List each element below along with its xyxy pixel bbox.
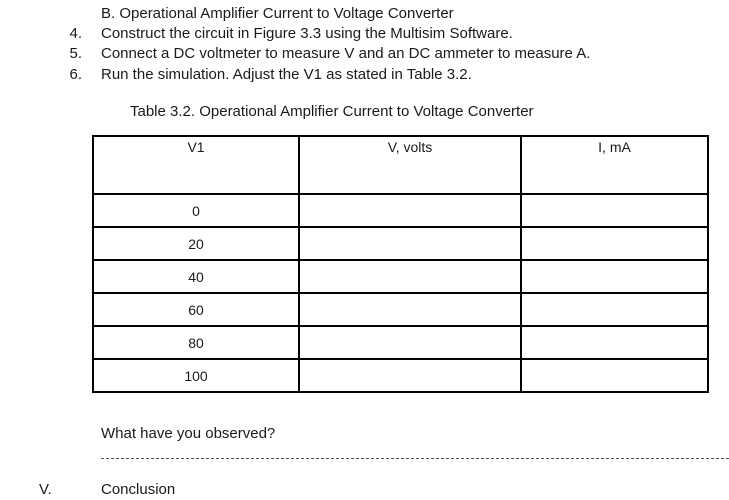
step-text: Run the simulation. Adjust the V1 as stated in Table 3.2. <box>101 66 472 83</box>
cell-v1: 80 <box>93 326 299 359</box>
table-caption: Table 3.2. Operational Amplifier Current to Voltage Converter <box>130 103 534 120</box>
measurement-table <box>92 135 709 393</box>
section-title: Conclusion <box>101 481 176 498</box>
cell-current[interactable] <box>521 326 708 359</box>
cell-current[interactable] <box>521 227 708 260</box>
column-header-current: I, mA <box>521 136 708 194</box>
table-row <box>93 260 708 293</box>
cell-current[interactable] <box>521 293 708 326</box>
cell-v1: 0 <box>93 194 299 227</box>
step-number: 6. <box>69 66 82 83</box>
cell-v1: 40 <box>93 260 299 293</box>
section-heading: B. Operational Amplifier Current to Voltage Converter <box>101 5 454 22</box>
table-row <box>93 227 708 260</box>
column-header-v1: V1 <box>93 136 299 194</box>
cell-current[interactable] <box>521 359 708 392</box>
cell-voltage[interactable] <box>299 227 521 260</box>
cell-voltage[interactable] <box>299 326 521 359</box>
table-header-row <box>93 136 708 194</box>
cell-v1: 100 <box>93 359 299 392</box>
cell-current[interactable] <box>521 260 708 293</box>
step-text: Connect a DC voltmeter to measure V and an DC ammeter to measure A. <box>101 45 591 62</box>
observation-question: What have you observed? <box>101 425 276 442</box>
cell-v1: 20 <box>93 227 299 260</box>
table-row <box>93 194 708 227</box>
step-number: 5. <box>69 45 82 62</box>
table-row <box>93 326 708 359</box>
cell-voltage[interactable] <box>299 194 521 227</box>
column-header-voltage: V, volts <box>299 136 521 194</box>
cell-voltage[interactable] <box>299 359 521 392</box>
step-number: 4. <box>69 25 82 42</box>
cell-v1: 60 <box>93 293 299 326</box>
table-row <box>93 359 708 392</box>
cell-voltage[interactable] <box>299 260 521 293</box>
answer-line[interactable] <box>101 458 729 459</box>
cell-current[interactable] <box>521 194 708 227</box>
cell-voltage[interactable] <box>299 293 521 326</box>
table-row <box>93 293 708 326</box>
section-numeral: V. <box>39 481 52 498</box>
step-text: Construct the circuit in Figure 3.3 using the Multisim Software. <box>101 25 513 42</box>
